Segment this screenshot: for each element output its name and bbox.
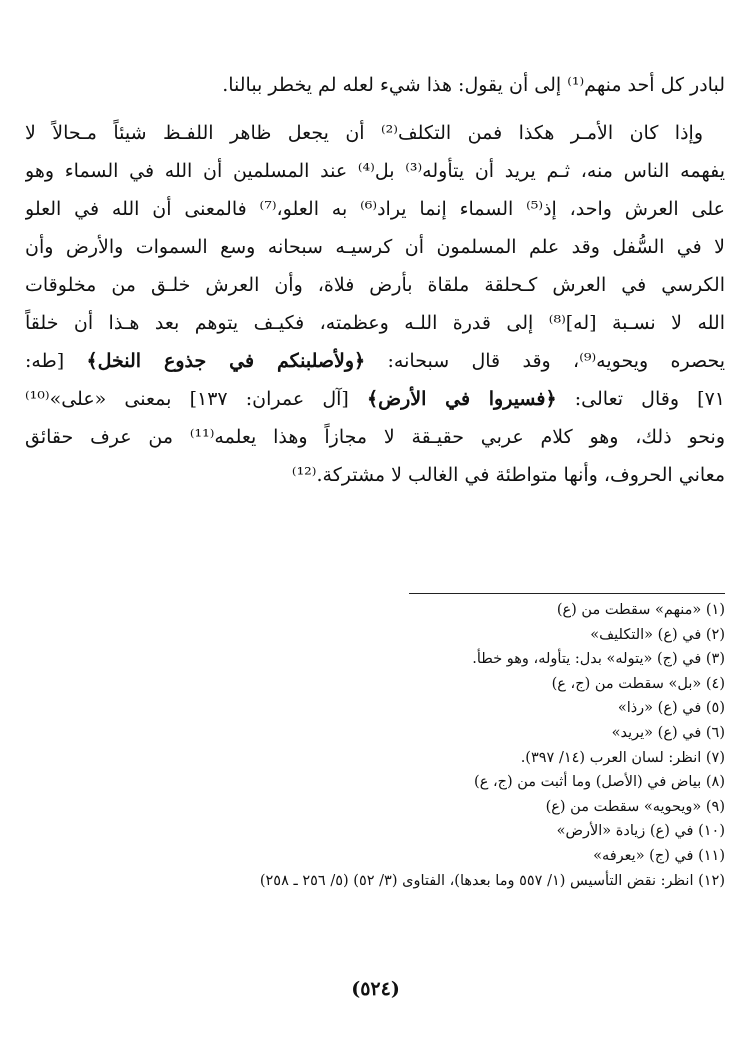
footnote-4: (٤) «بل» سقطت من (ج، ع) <box>551 675 725 692</box>
footnote-2: (٢) في (ع) «التكليف» <box>590 626 725 643</box>
footnote-3: (٣) في (ج) «يتوله» بدل: يتأوله، وهو خطأ. <box>472 651 725 668</box>
quran-verse-1: ﴿ولأصلبنكم في جذوع النخل﴾ <box>86 350 366 372</box>
text-line-9-start: ٧١] وقال تعالى: <box>574 388 725 410</box>
text-line-3: يفهمه الناس منه، ثـم يريد أن يتأوله⁽³⁾ بل⁽⁴⁾ عند المسلمين أن الله في السماء وهو <box>25 160 725 182</box>
footnotes-list <box>25 598 725 893</box>
text-line-2: وإذا كان الأمـر هكذا فمن التكلف⁽²⁾ أن يجعل ظاهر اللفـظ شيئاً مـحالاً لا <box>25 122 703 144</box>
footnote-10: (١٠) في (ع) زيادة «الأرض» <box>556 823 725 840</box>
main-text <box>25 66 725 494</box>
page-number: (٥٢٤) <box>351 978 400 1000</box>
text-line-1: لبادر كل أحد منهم⁽¹⁾ إلى أن يقول: هذا شيء لعله لم يخطر ببالنا. <box>222 74 725 96</box>
text-line-8 <box>25 342 725 380</box>
footnote-11: (١١) في (ج) «يعرفه» <box>593 847 725 864</box>
footnote-1: (١) «منهم» سقطت من (ع) <box>556 602 725 618</box>
text-line-10: ونحو ذلك، وهو كلام عربي حقيـقة لا مجازاً وهذا يعلمه⁽¹¹⁾ من عرف حقائق <box>25 426 725 448</box>
text-line-6: الكرسي في العرش كـحلقة ملقاة بأرض فلاة، وأن العرش خلـق من مخلوقات <box>25 274 725 296</box>
quran-verse-2: ﴿فسيروا في الأرض﴾ <box>367 388 557 410</box>
text-line-9 <box>25 380 725 418</box>
footnote-12: (١٢) انظر: نقض التأسيس (١/ ٥٥٧ وما بعدها)، الفتاوى (٣/ ٥٢) (٥/ ٢٥٦ ـ ٢٥٨) <box>259 872 725 889</box>
text-line-8-start: يحصره ويحويه⁽⁹⁾، وقد قال سبحانه: <box>387 350 725 372</box>
text-line-4: على العرش واحد، إذ⁽⁵⁾ السماء إنما يراد⁽⁶⁾ به العلو،⁽⁷⁾ فالمعنى أن الله في العلو <box>25 198 725 220</box>
footnote-separator <box>409 593 725 594</box>
paragraph-gap <box>25 104 725 114</box>
footnote-8: (٨) بياض في (الأصل) وما أثبت من (ج، ع) <box>474 774 725 791</box>
footnote-5: (٥) في (ع) «رذا» <box>617 700 725 717</box>
text-line-7: الله لا نسـبة [له]⁽⁸⁾ إلى قدرة اللـه وعظمته، فكيـف يتوهم بعد هـذا أن خلقاً <box>25 312 725 334</box>
text-line-5: لا في السُّفل وقد علم المسلمون أن كرسيـه سبحانه وسع السموات والأرض وأن <box>25 236 725 258</box>
verse-2-reference: [آل عمران: ١٣٧] بمعنى «على»⁽¹⁰⁾ <box>25 388 349 410</box>
footnote-7: (٧) انظر: لسان العرب (١٤/ ٣٩٧). <box>520 749 725 766</box>
verse-1-reference-start: [طه: <box>25 350 65 372</box>
footnote-6: (٦) في (ع) «يريد» <box>611 724 725 741</box>
footnote-9: (٩) «ويحويه» سقطت من (ع) <box>545 798 725 815</box>
text-line-11: معاني الحروف، وأنها متواطئة في الغالب لا مشتركة.⁽¹²⁾ <box>291 464 725 486</box>
